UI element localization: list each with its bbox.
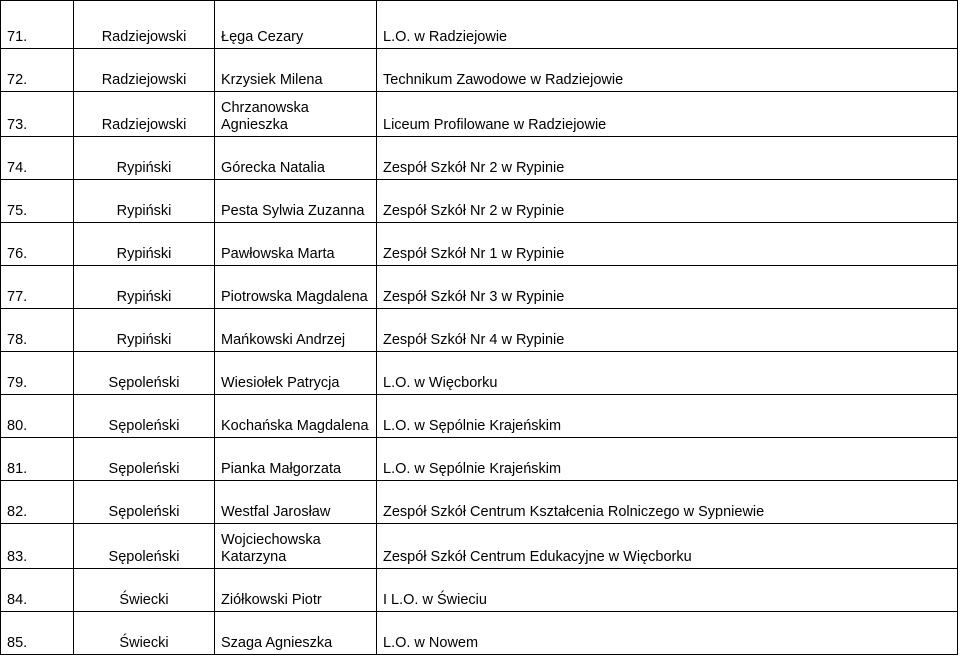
cell-school: L.O. w Sępólnie Krajeńskim [377, 438, 958, 481]
cell-name [215, 524, 377, 569]
cell-name [215, 92, 377, 137]
table-row [1, 569, 958, 612]
table-row [1, 180, 958, 223]
cell-number: 81. [1, 438, 74, 481]
cell-county: Rypiński [74, 266, 215, 309]
cell-county: Radziejowski [74, 49, 215, 92]
table-row [1, 438, 958, 481]
cell-number: 84. [1, 569, 74, 612]
cell-number: 73. [1, 92, 74, 137]
cell-county: Świecki [74, 569, 215, 612]
cell-number: 85. [1, 612, 74, 655]
cell-name: Szaga Agnieszka [215, 612, 377, 655]
name-line-2: Katarzyna [221, 549, 287, 565]
cell-county: Radziejowski [74, 1, 215, 49]
cell-school: Zespół Szkół Nr 2 w Rypinie [377, 180, 958, 223]
cell-school: Zespół Szkół Centrum Edukacyjne w Więcborku [377, 524, 958, 569]
cell-number: 71. [1, 1, 74, 49]
cell-name: Krzysiek Milena [215, 49, 377, 92]
cell-school: L.O. w Sępólnie Krajeńskim [377, 395, 958, 438]
cell-county: Rypiński [74, 309, 215, 352]
cell-school: Zespół Szkół Nr 3 w Rypinie [377, 266, 958, 309]
cell-school: Zespół Szkół Nr 1 w Rypinie [377, 223, 958, 266]
cell-number: 79. [1, 352, 74, 395]
cell-county: Rypiński [74, 180, 215, 223]
cell-school: Zespół Szkół Nr 4 w Rypinie [377, 309, 958, 352]
cell-school: I L.O. w Świeciu [377, 569, 958, 612]
cell-number: 82. [1, 481, 74, 524]
table-row [1, 481, 958, 524]
cell-county: Rypiński [74, 137, 215, 180]
name-line-2: Agnieszka [221, 117, 288, 133]
cell-county: Sępoleński [74, 524, 215, 569]
cell-name: Kochańska Magdalena [215, 395, 377, 438]
cell-name: Ziółkowski Piotr [215, 569, 377, 612]
cell-number: 74. [1, 137, 74, 180]
cell-name: Westfal Jarosław [215, 481, 377, 524]
cell-name: Górecka Natalia [215, 137, 377, 180]
cell-school: Liceum Profilowane w Radziejowie [377, 92, 958, 137]
cell-county: Radziejowski [74, 92, 215, 137]
cell-school: Zespół Szkół Centrum Kształcenia Rolniczego w Sypniewie [377, 481, 958, 524]
cell-county: Świecki [74, 612, 215, 655]
cell-name: Mańkowski Andrzej [215, 309, 377, 352]
table-row [1, 352, 958, 395]
cell-school: Technikum Zawodowe w Radziejowie [377, 49, 958, 92]
cell-county: Sępoleński [74, 395, 215, 438]
table-body [1, 1, 958, 655]
table-row [1, 395, 958, 438]
cell-name: Wiesiołek Patrycja [215, 352, 377, 395]
cell-county: Sępoleński [74, 352, 215, 395]
cell-number: 75. [1, 180, 74, 223]
cell-school: L.O. w Radziejowie [377, 1, 958, 49]
cell-name: Pianka Małgorzata [215, 438, 377, 481]
table-row [1, 223, 958, 266]
table-row [1, 49, 958, 92]
cell-school: Zespół Szkół Nr 2 w Rypinie [377, 137, 958, 180]
table-row [1, 266, 958, 309]
cell-county: Sępoleński [74, 438, 215, 481]
cell-number: 80. [1, 395, 74, 438]
table-row [1, 137, 958, 180]
cell-name: Łęga Cezary [215, 1, 377, 49]
table-row [1, 309, 958, 352]
table-row [1, 612, 958, 655]
cell-number: 77. [1, 266, 74, 309]
name-line-1: Chrzanowska [221, 100, 309, 116]
table-row [1, 1, 958, 49]
cell-name: Piotrowska Magdalena [215, 266, 377, 309]
cell-county: Sępoleński [74, 481, 215, 524]
cell-county: Rypiński [74, 223, 215, 266]
cell-number: 78. [1, 309, 74, 352]
cell-number: 76. [1, 223, 74, 266]
cell-number: 83. [1, 524, 74, 569]
cell-school: L.O. w Więcborku [377, 352, 958, 395]
cell-name: Pesta Sylwia Zuzanna [215, 180, 377, 223]
cell-name: Pawłowska Marta [215, 223, 377, 266]
name-line-1: Wojciechowska [221, 532, 321, 548]
cell-number: 72. [1, 49, 74, 92]
cell-school: L.O. w Nowem [377, 612, 958, 655]
table-row [1, 524, 958, 569]
table-row [1, 92, 958, 137]
